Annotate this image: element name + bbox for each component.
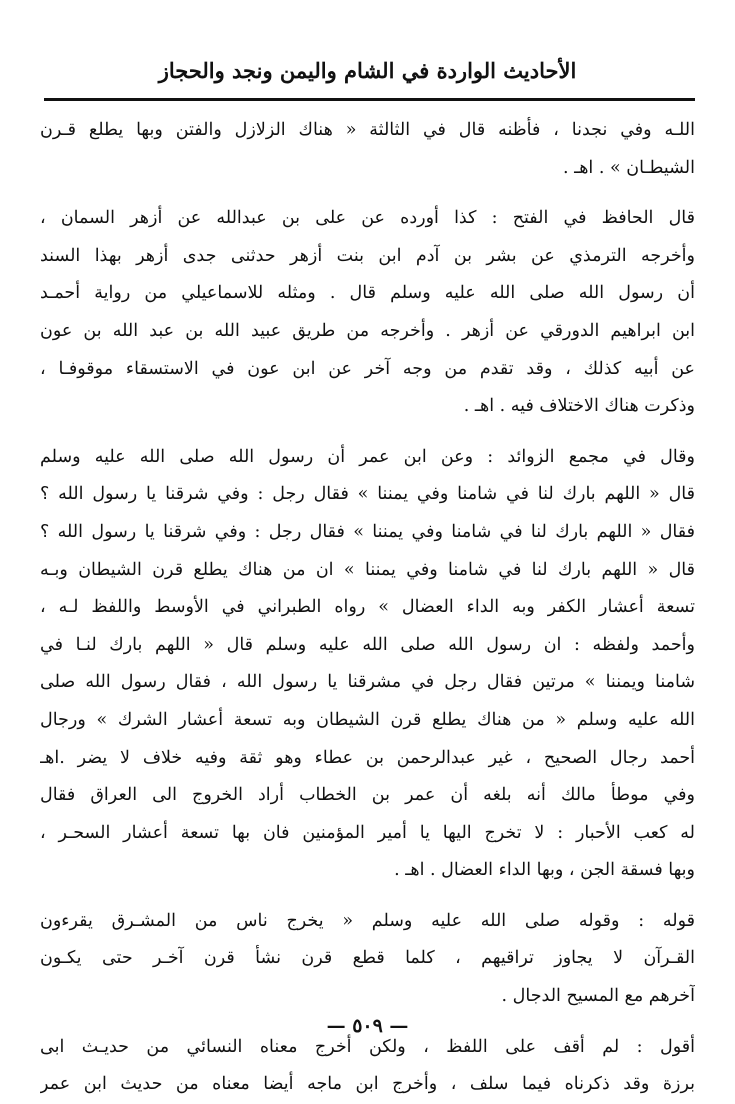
text-line: وقال في مجمع الزوائد : وعن ابن عمر أن رسول الله صلى الله عليه وسلم	[40, 446, 695, 467]
text-line: أقول : لم أقف على اللفظ ، ولكن أخرج معناه النسائي من حديـث ابى	[40, 1036, 695, 1057]
text-line: عن أبيه كذلك ، وقد تقدم من وجه آخر عن ابن عون في الاستسقاء موقوفـا ،	[40, 358, 695, 379]
text-line: فقال « اللهم بارك لنا في شامنا وفي يمننا » فقال رجل : وفي شرقنا يا رسول الله ؟	[40, 521, 695, 542]
text-line: وذكرت هناك الاختلاف فيه . اهـ .	[463, 396, 695, 417]
paragraph-4	[40, 777, 695, 890]
text-line: اللـه وفي نجدنا ، فأظنه قال في الثالثة « هناك الزلازل والفتن وبها يطلع قـرن	[40, 120, 695, 140]
text-line: شامنا ويمننا » مرتين فقال رجل في مشرقنا يا رسول الله ، فقال رسول الله صلى	[40, 672, 695, 693]
text-line: له كعب الأحبار : لا تخرج اليها يا أمير المؤمنين فان بها تسعة أعشار السحـر ،	[40, 822, 695, 843]
text-line: وأحمد ولفظه : ان رسول الله صلى الله عليه وسلم قال « اللهم بارك لنـا في	[40, 634, 695, 655]
paragraph-gap	[40, 890, 695, 903]
text-line: وأخرجه الترمذي عن بشر بن آدم ابن بنت أزهر حدثنى جدى أزهر بهذا السند	[40, 245, 695, 266]
text-line: قوله : وقوله صلى الله عليه وسلم « يخرج ناس من المشـرق يقرءون	[40, 910, 695, 931]
text-line: قال « اللهم بارك لنا في شامنا وفي يمننا » ان من هناك يطلع قرن الشيطان وبـه	[40, 559, 695, 580]
text-line: قال « اللهم بارك لنا في شامنا وفي يمننا » فقال رجل : وفي شرقنا يا رسول الله ؟	[40, 484, 695, 505]
text-line: الشيطـان » . اهـ .	[562, 157, 695, 178]
text-line: آخرهم مع المسيح الدجال .	[501, 986, 695, 1007]
paragraph-gap	[40, 187, 695, 200]
text-line: الله عليه وسلم « من هناك يطلع قرن الشيطان وبه تسعة أعشار الشرك » ورجال	[40, 709, 695, 730]
text-line: تسعة أعشار الكفر وبه الداء العضال » رواه الطبراني في الأوسط واللفظ لـه ،	[40, 597, 695, 618]
paragraph-5	[40, 903, 695, 1016]
text-line: قال الحافظ في الفتح : كذا أورده عن على بن عبدالله عن أزهر السمان ،	[40, 208, 695, 229]
text-line: أحمد رجال الصحيح ، غير عبدالرحمن بن عطاء وهو ثقة وفيه خلاف لا يضر .اهـ	[40, 747, 695, 768]
text-line: برزة وقد ذكرناه فيما سلف ، وأخرج ابن ماجه أيضا معناه من حديث ابن عمر	[40, 1074, 695, 1095]
text-line: وفي موطأ مالك أنه بلغه أن عمر بن الخطاب أراد الخروج الى العراق فقال	[40, 785, 695, 806]
text-line: أن رسول الله صلى الله عليه وسلم قال . ومثله للاسماعيلي من رواية أحمـد	[40, 283, 695, 304]
header-rule	[44, 98, 695, 101]
page-number: — ٥٠٩ —	[326, 1015, 409, 1037]
text-line: ابن ابراهيم الدورقي عن أزهر . وأخرجه من طريق عبيد الله بن عبد الله بن عون	[40, 320, 695, 341]
paragraph-2	[40, 200, 695, 426]
paragraph-1	[40, 112, 695, 187]
paragraph-3	[40, 439, 695, 777]
body-text	[40, 112, 695, 1104]
text-line: القـرآن لا يجاوز تراقيهم ، كلما قطع قرن نشأ قرن آخـر حتى يكـون	[40, 948, 695, 969]
running-header: الأحاديث الواردة في الشام واليمن ونجد والحجاز	[158, 58, 577, 83]
paragraph-gap	[40, 426, 695, 439]
text-line: وبها فسقة الجن ، وبها الداء العضال . اهـ .	[394, 860, 695, 881]
